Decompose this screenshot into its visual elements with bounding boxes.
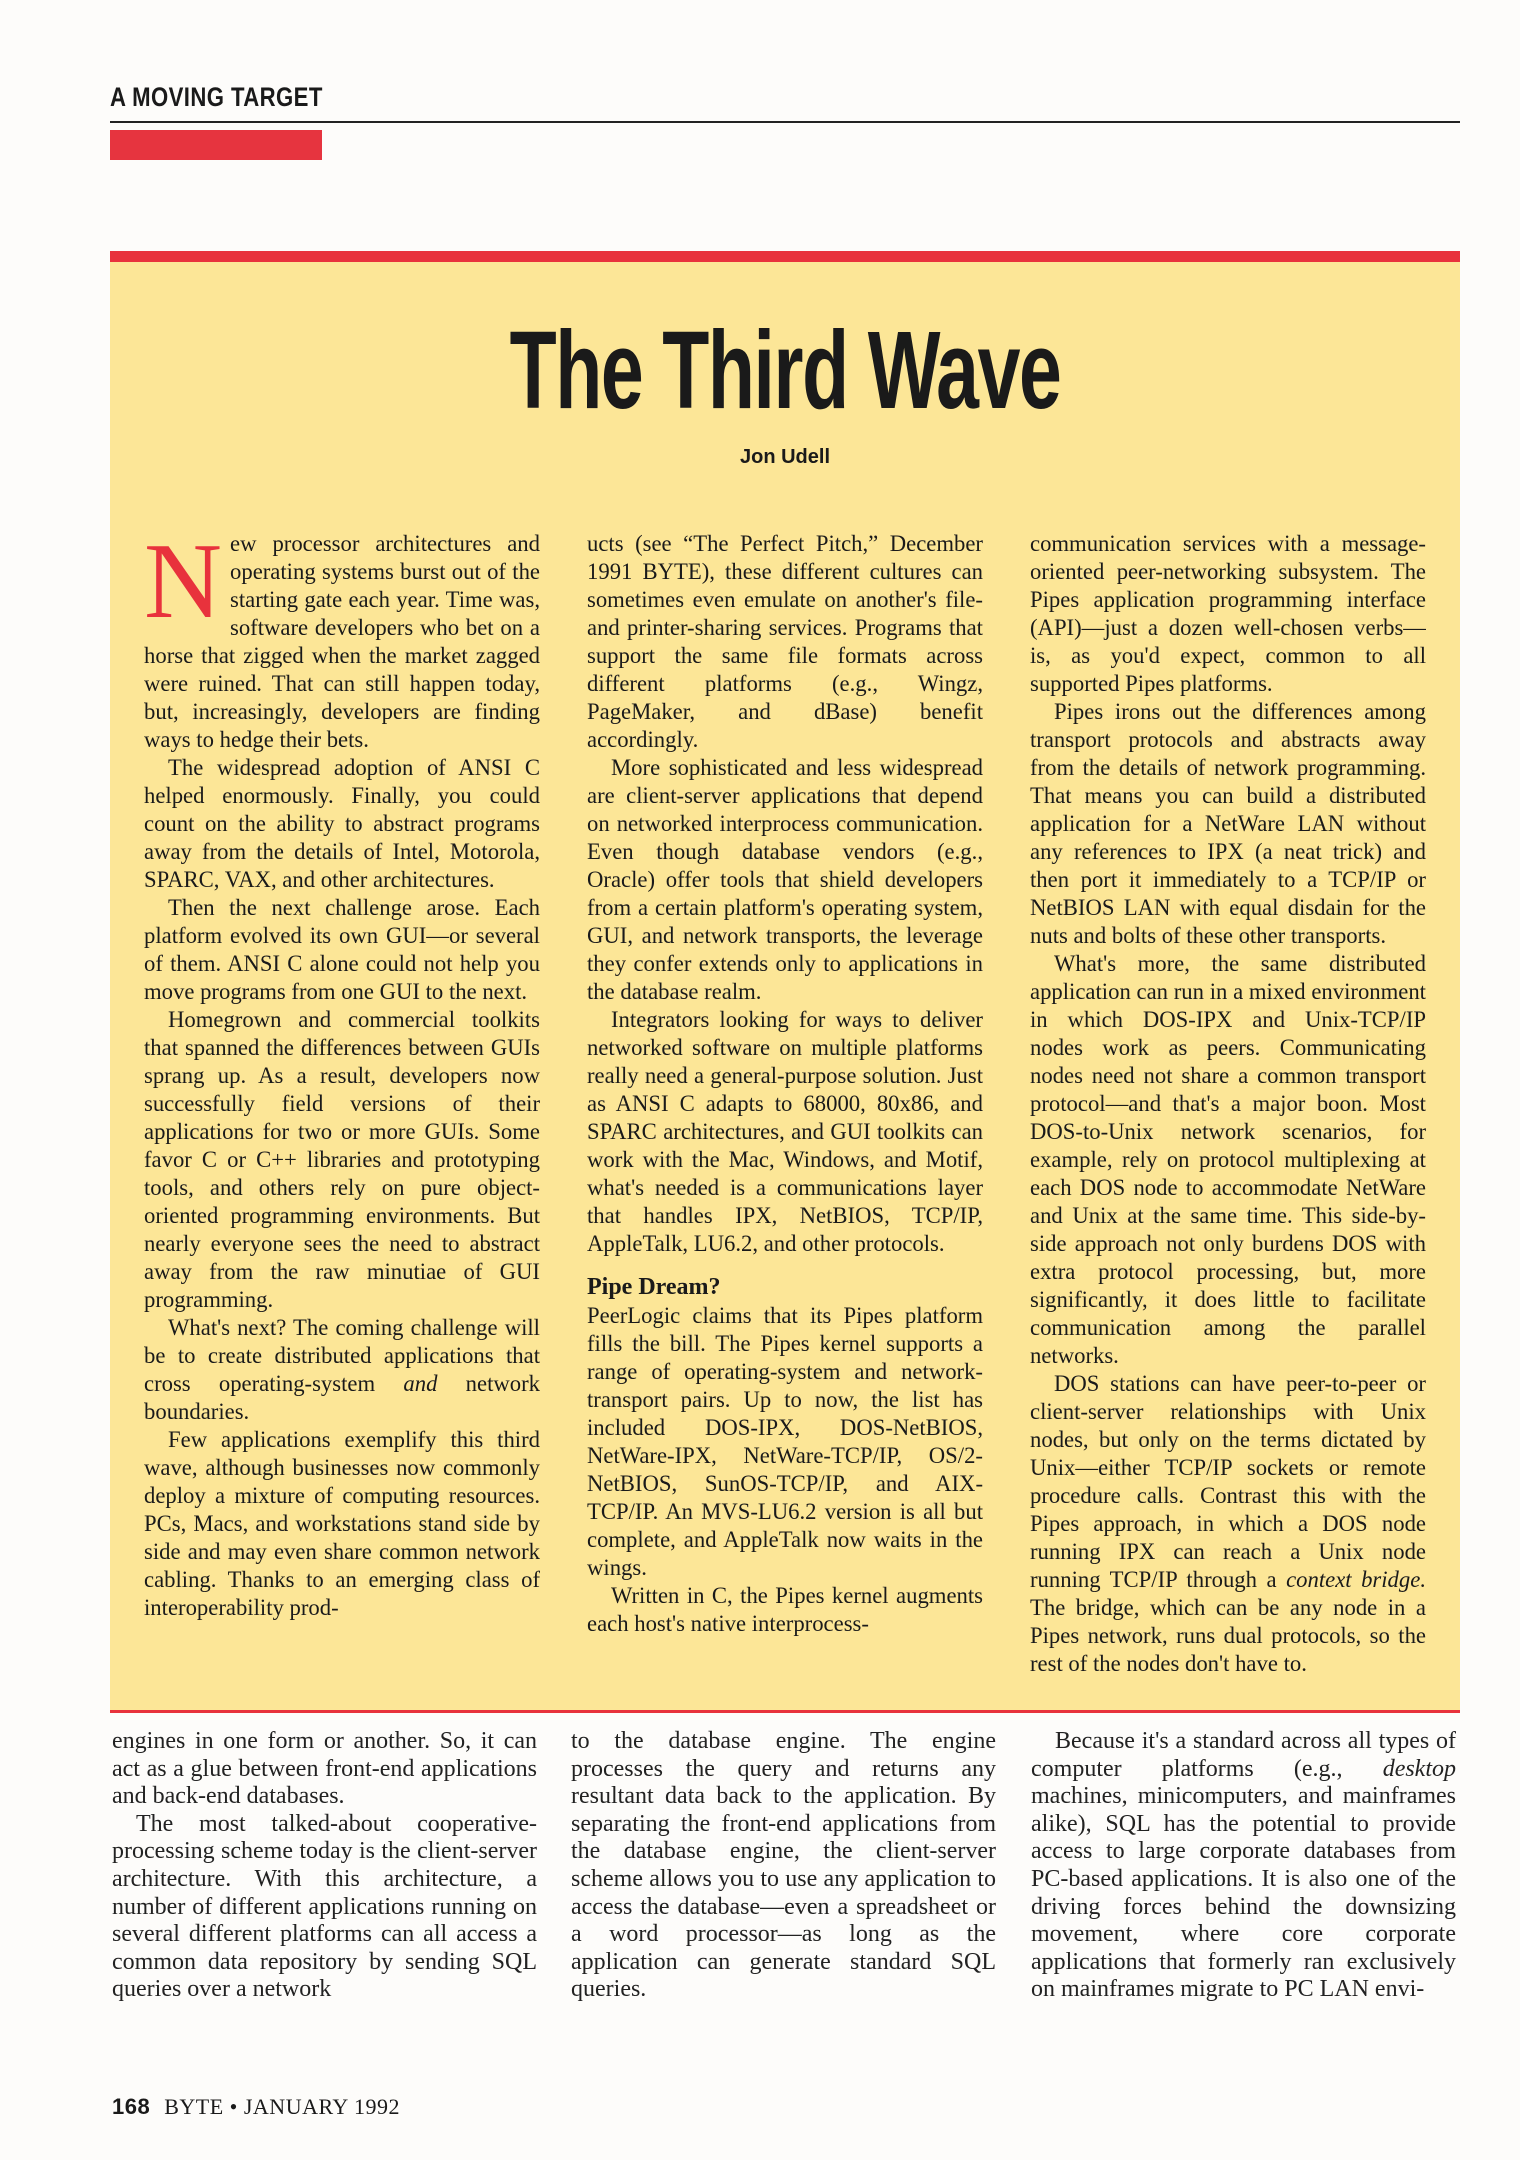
drop-cap: N — [144, 530, 222, 641]
publication-line: BYTE • JANUARY 1992 — [164, 2094, 401, 2119]
paragraph: The most talked-about cooperative-processing scheme today is the client-server architecture. With this architecture, a number of different applications running on several different platforms can all access a common data repository by sending SQL queries over a network — [112, 1810, 537, 2003]
paragraph: communication services with a message-oriented peer-networking subsystem. The Pipes application programming interface (API)—just a dozen well-chosen verbs—is, as you'd expect, common to all supported Pipes platforms. — [1030, 531, 1426, 696]
paragraph: ucts (see “The Perfect Pitch,” December 1991 BYTE), these different cultures can sometimes even emulate on another's file- and printer-sharing services. Programs that support the same file formats across different platforms (e.g., Wingz, PageMaker, and dBase) benefit accordingly. — [587, 531, 983, 752]
sidebar-column-2 — [587, 530, 983, 1690]
paragraph: Then the next challenge arose. Each platform evolved its own GUI—or several of them. ANSI C alone could not help you move programs from one GUI to the next. — [144, 895, 540, 1004]
section-label: A MOVING TARGET — [110, 82, 323, 112]
paragraph: The widespread adoption of ANSI C helped enormously. Finally, you could count on the ability to abstract programs away from the details of Intel, Motorola, SPARC, VAX, and other architectures. — [144, 755, 540, 892]
paragraph: to the database engine. The engine processes the query and returns any resultant data back to the application. By separating the front-end applications from the database engine, the client-server scheme allows you to use any application to access the database—even a spreadsheet or a word processor—as long as the application can generate standard SQL queries. — [571, 1728, 996, 2003]
body-column-2 — [571, 1728, 996, 2080]
section-rule — [110, 121, 1460, 123]
paragraph: Few applications exemplify this third wave, although businesses now commonly deploy a mixture of computing resources. PCs, Macs, and workstations stand side by side and may even share common network cabling. Thanks to an emerging class of interoperability prod- — [144, 1427, 540, 1620]
paragraph: Homegrown and commercial toolkits that spanned the differences between GUIs sprang up. As a result, developers now successfully field versions of their applications for two or more GUIs. Some favor C or C++ libraries and prototyping tools, and others rely on pure object-oriented programming environments. But nearly everyone sees the need to abstract away from the raw minutiae of GUI programming. — [144, 1007, 540, 1312]
paragraph: More sophisticated and less widespread are client-server applications that depend on networked interprocess communication. Even though database vendors (e.g., Oracle) offer tools that shield developers from a certain platform's operating system, GUI, and network transports, the leverage they confer extends only to applications in the database realm. — [587, 755, 983, 1004]
paragraph: What's more, the same distributed application can run in a mixed environment in which DOS-IPX and Unix-TCP/IP nodes work as peers. Communicating nodes need not share a common transport protocol—and that's a major boon. Most DOS-to-Unix network scenarios, for example, rely on protocol multiplexing at each DOS node to accommodate NetWare and Unix at the same time. This side-by-side approach not only burdens DOS with extra protocol processing, but, more significantly, it does little to facilitate communication among the parallel networks. — [1030, 951, 1426, 1368]
sidebar-column-1 — [144, 530, 540, 1690]
paragraph: Because it's a standard across all types of computer platforms (e.g., desktop machines, minicomputers, and mainframes alike), SQL has the potential to provide access to large corporate databases from PC-based applications. It is also one of the driving forces behind the downsizing movement, where core corporate applications that formerly ran exclusively on mainframes migrate to PC LAN envi- — [1031, 1728, 1456, 2003]
sidebar-title: The Third Wave — [509, 309, 1061, 432]
body-column-3 — [1031, 1728, 1456, 2080]
paragraph: DOS stations can have peer-to-peer or client-server relationships with Unix nodes, but only on the terms dictated by Unix—either TCP/IP sockets or remote procedure calls. Contrast this with the Pipes approach, in which a DOS node running IPX can reach a Unix node running TCP/IP through a context bridge. The bridge, which can be any node in a Pipes network, runs dual protocols, so the rest of the nodes don't have to. — [1030, 1371, 1426, 1676]
sidebar-column-3 — [1030, 530, 1426, 1690]
paragraph: What's next? The coming challenge will be to create distributed applications that cross operating-system and network boundaries. — [144, 1315, 540, 1424]
subhead: Pipe Dream? — [587, 1274, 721, 1300]
body-column-1 — [112, 1728, 537, 2080]
page-number: 168 — [112, 2094, 151, 2119]
paragraph: New processor architectures and operating systems burst out of the starting gate each year. Time was, software developers who bet on a horse that zigged when the market zagged were ruined. That can still happen today, but, increasingly, developers are finding ways to hedge their bets. — [144, 530, 540, 752]
sidebar-byline: Jon Udell — [739, 446, 830, 468]
paragraph: Written in C, the Pipes kernel augments each host's native interprocess- — [587, 1583, 983, 1636]
paragraph: Pipes irons out the differences among transport protocols and abstracts away from the details of network programming. That means you can build a distributed application for a NetWare LAN without any references to IPX (a neat trick) and then port it immediately to a TCP/IP or NetBIOS LAN with equal disdain for the nuts and bolts of these other transports. — [1030, 699, 1426, 948]
paragraph: Integrators looking for ways to deliver networked software on multiple platforms really need a general-purpose solution. Just as ANSI C adapts to 68000, 80x86, and SPARC architectures, and GUI toolkits can work with the Mac, Windows, and Motif, what's needed is a communications layer that handles IPX, NetBIOS, TCP/IP, AppleTalk, LU6.2, and other protocols. — [587, 1007, 983, 1256]
section-color-bar — [110, 130, 322, 160]
paragraph: PeerLogic claims that its Pipes platform fills the bill. The Pipes kernel supports a range of operating-system and network-transport pairs. Up to now, the list has included DOS-IPX, DOS-NetBIOS, NetWare-IPX, NetWare-TCP/IP, OS/2-NetBIOS, SunOS-TCP/IP, and AIX-TCP/IP. An MVS-LU6.2 version is all but complete, and AppleTalk now waits in the wings. — [587, 1303, 983, 1580]
sidebar-box — [110, 251, 1460, 1713]
page-footer — [112, 2094, 400, 2120]
paragraph: engines in one form or another. So, it can act as a glue between front-end applications and back-end databases. — [112, 1728, 537, 1810]
